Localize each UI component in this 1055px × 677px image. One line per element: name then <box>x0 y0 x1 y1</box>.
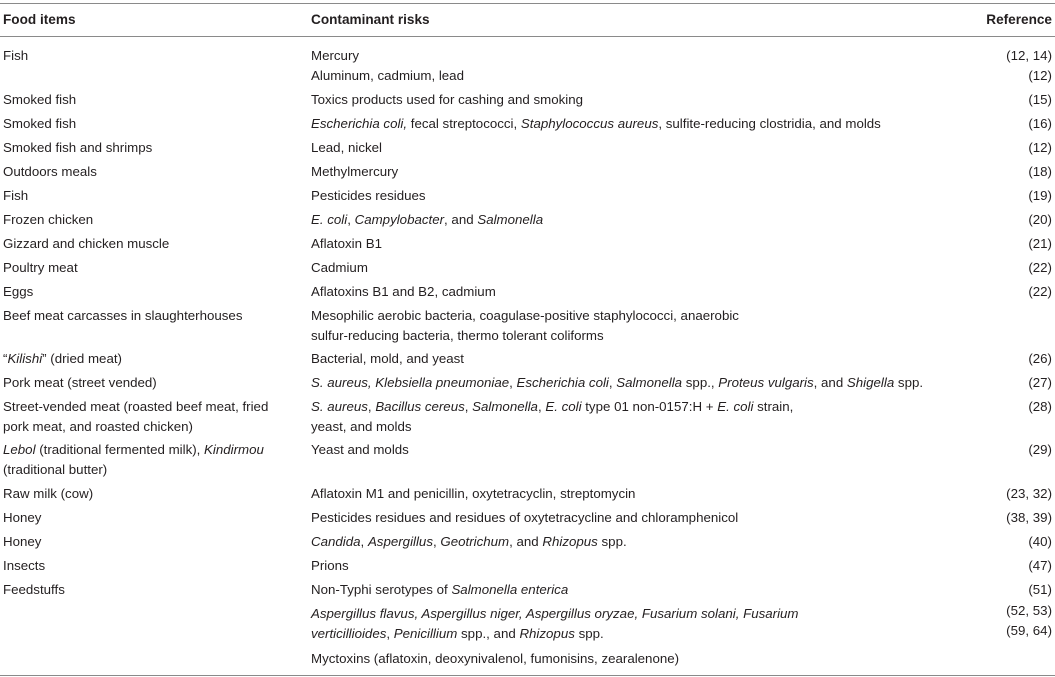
reference-cell <box>962 162 1052 182</box>
contaminant-cell <box>311 604 971 644</box>
food-text: Eggs <box>3 284 34 299</box>
table-bottom-rule <box>0 675 1055 676</box>
food-cell <box>3 532 303 552</box>
contaminant-cell <box>311 306 971 346</box>
reference-cell <box>962 46 1052 66</box>
contaminant-cell <box>311 282 971 302</box>
food-text: Frozen chicken <box>3 212 94 227</box>
reference-cell <box>962 210 1052 230</box>
food-cell <box>3 508 303 528</box>
food-text: Outdoors meals <box>3 164 97 179</box>
reference-cell <box>962 66 1052 86</box>
contaminant-line: Toxics products used for cashing and smoking <box>311 92 583 107</box>
reference-cell <box>962 601 1052 641</box>
reference-cell <box>962 373 1052 393</box>
reference-text: (21) <box>1028 236 1052 251</box>
contaminant-line: Aflatoxin M1 and penicillin, oxytetracyclin, streptomycin <box>311 486 636 501</box>
contaminant-cell <box>311 46 971 66</box>
reference-cell <box>962 508 1052 528</box>
contaminant-line: Pesticides residues <box>311 188 426 203</box>
food-text: Beef meat carcasses in slaughterhouses <box>3 308 243 323</box>
food-text: Smoked fish and shrimps <box>3 140 153 155</box>
reference-text: (47) <box>1028 558 1052 573</box>
reference-cell <box>962 282 1052 302</box>
contaminant-cell <box>311 649 971 669</box>
contaminant-cell <box>311 508 971 528</box>
food-text: Feedstuffs <box>3 582 65 597</box>
contaminant-line: Aflatoxins B1 and B2, cadmium <box>311 284 496 299</box>
reference-cell <box>962 186 1052 206</box>
reference-text: (27) <box>1028 375 1052 390</box>
contaminant-cell <box>311 138 971 158</box>
food-cell <box>3 234 303 254</box>
contaminant-line: Bacterial, mold, and yeast <box>311 351 464 366</box>
food-cell <box>3 484 303 504</box>
reference-cell <box>962 349 1052 369</box>
reference-text: (18) <box>1028 164 1052 179</box>
reference-text: (22) <box>1028 260 1052 275</box>
contaminant-line: Myctoxins (aflatoxin, deoxynivalenol, fumonisins, zearalenone) <box>311 651 680 666</box>
food-text: Poultry meat <box>3 260 78 275</box>
reference-cell <box>962 138 1052 158</box>
header-reference: Reference <box>986 12 1052 27</box>
food-text: pork meat, and roasted chicken) <box>3 419 193 434</box>
food-text: “Kilishi” (dried meat) <box>3 351 122 366</box>
reference-cell <box>962 580 1052 600</box>
food-text: Gizzard and chicken muscle <box>3 236 170 251</box>
reference-text: (59, 64) <box>1006 623 1052 638</box>
reference-text: (51) <box>1028 582 1052 597</box>
reference-text: (16) <box>1028 116 1052 131</box>
contaminant-cell <box>311 349 971 369</box>
contaminant-line: S. aureus, Bacillus cereus, Salmonella, E. coli type 01 non-0157:H + E. coli strain, <box>311 399 794 414</box>
food-cell <box>3 162 303 182</box>
food-text: Pork meat (street vended) <box>3 375 157 390</box>
contaminant-cell <box>311 397 971 437</box>
food-cell <box>3 138 303 158</box>
food-cell <box>3 46 303 66</box>
food-text: Street-vended meat (roasted beef meat, fried <box>3 399 269 414</box>
contaminant-line: Cadmium <box>311 260 368 275</box>
food-text: Insects <box>3 558 46 573</box>
contaminant-line: E. coli, Campylobacter, and Salmonella <box>311 212 544 227</box>
food-cell <box>3 556 303 576</box>
food-cell <box>3 90 303 110</box>
food-cell <box>3 440 303 480</box>
contaminant-cell <box>311 162 971 182</box>
food-text: Fish <box>3 48 29 63</box>
food-cell <box>3 210 303 230</box>
reference-cell <box>962 532 1052 552</box>
food-cell <box>3 186 303 206</box>
food-text: Fish <box>3 188 29 203</box>
contaminant-line: Aluminum, cadmium, lead <box>311 68 464 83</box>
reference-text: (12, 14) <box>1006 48 1052 63</box>
reference-cell <box>962 114 1052 134</box>
reference-cell <box>962 234 1052 254</box>
reference-text: (52, 53) <box>1006 603 1052 618</box>
contaminant-line: Escherichia coli, fecal streptococci, Staphylococcus aureus, sulfite-reducing clostridia, and molds <box>311 116 881 131</box>
contaminant-cell <box>311 66 971 86</box>
reference-cell <box>962 90 1052 110</box>
contaminant-line: Yeast and molds <box>311 442 409 457</box>
reference-text: (29) <box>1028 442 1052 457</box>
reference-text: (40) <box>1028 534 1052 549</box>
contaminant-cell <box>311 532 971 552</box>
contaminant-cell <box>311 580 971 600</box>
food-text: Honey <box>3 510 42 525</box>
food-cell <box>3 580 303 600</box>
food-text: Raw milk (cow) <box>3 486 94 501</box>
contaminant-cell <box>311 258 971 278</box>
contaminant-line: Aspergillus flavus, Aspergillus niger, Aspergillus oryzae, Fusarium solani, Fusarium <box>311 606 799 621</box>
contaminant-line: Mercury <box>311 48 360 63</box>
contaminant-line: S. aureus, Klebsiella pneumoniae, Escherichia coli, Salmonella spp., Proteus vulgaris, and Shigella spp. <box>311 375 924 390</box>
reference-cell <box>962 556 1052 576</box>
contaminant-line: Lead, nickel <box>311 140 382 155</box>
reference-cell <box>962 484 1052 504</box>
table-top-rule <box>0 3 1055 4</box>
food-cell <box>3 397 303 437</box>
food-cell <box>3 373 303 393</box>
contaminant-line: yeast, and molds <box>311 419 412 434</box>
contaminant-line: Non-Typhi serotypes of Salmonella enterica <box>311 582 569 597</box>
reference-cell <box>962 440 1052 460</box>
contaminant-cell <box>311 440 971 460</box>
contaminant-line: Prions <box>311 558 349 573</box>
contaminant-cell <box>311 90 971 110</box>
contaminant-line: Methylmercury <box>311 164 399 179</box>
food-cell <box>3 258 303 278</box>
contaminant-line: Candida, Aspergillus, Geotrichum, and Rhizopus spp. <box>311 534 627 549</box>
reference-text: (22) <box>1028 284 1052 299</box>
contaminant-cell <box>311 373 971 393</box>
reference-text: (20) <box>1028 212 1052 227</box>
food-text: Lebol (traditional fermented milk), Kindirmou <box>3 442 264 457</box>
contaminant-line: Pesticides residues and residues of oxytetracycline and chloramphenicol <box>311 510 739 525</box>
reference-text: (38, 39) <box>1006 510 1052 525</box>
contaminant-cell <box>311 556 971 576</box>
header-rule <box>0 36 1055 37</box>
food-text: Smoked fish <box>3 116 77 131</box>
header-contaminant-risks: Contaminant risks <box>311 12 430 27</box>
contaminant-cell <box>311 234 971 254</box>
contaminant-line: sulfur-reducing bacteria, thermo tolerant coliforms <box>311 328 604 343</box>
food-cell <box>3 349 303 369</box>
reference-text: (23, 32) <box>1006 486 1052 501</box>
reference-text: (19) <box>1028 188 1052 203</box>
reference-text: (26) <box>1028 351 1052 366</box>
food-cell <box>3 114 303 134</box>
reference-text: (12) <box>1028 68 1052 83</box>
reference-cell <box>962 258 1052 278</box>
reference-text: (15) <box>1028 92 1052 107</box>
reference-cell <box>962 397 1052 417</box>
food-text: Honey <box>3 534 42 549</box>
reference-text: (28) <box>1028 399 1052 414</box>
header-food-items: Food items <box>3 12 76 27</box>
contaminant-line: verticillioides, Penicillium spp., and Rhizopus spp. <box>311 626 604 641</box>
contaminant-cell <box>311 484 971 504</box>
contaminant-cell <box>311 210 971 230</box>
food-cell <box>3 282 303 302</box>
reference-text: (12) <box>1028 140 1052 155</box>
food-text: Smoked fish <box>3 92 77 107</box>
contaminant-cell <box>311 186 971 206</box>
food-text: (traditional butter) <box>3 462 108 477</box>
contaminant-cell <box>311 114 971 134</box>
contaminant-line: Aflatoxin B1 <box>311 236 382 251</box>
contaminant-line: Mesophilic aerobic bacteria, coagulase-positive staphylococci, anaerobic <box>311 308 739 323</box>
food-cell <box>3 306 303 326</box>
